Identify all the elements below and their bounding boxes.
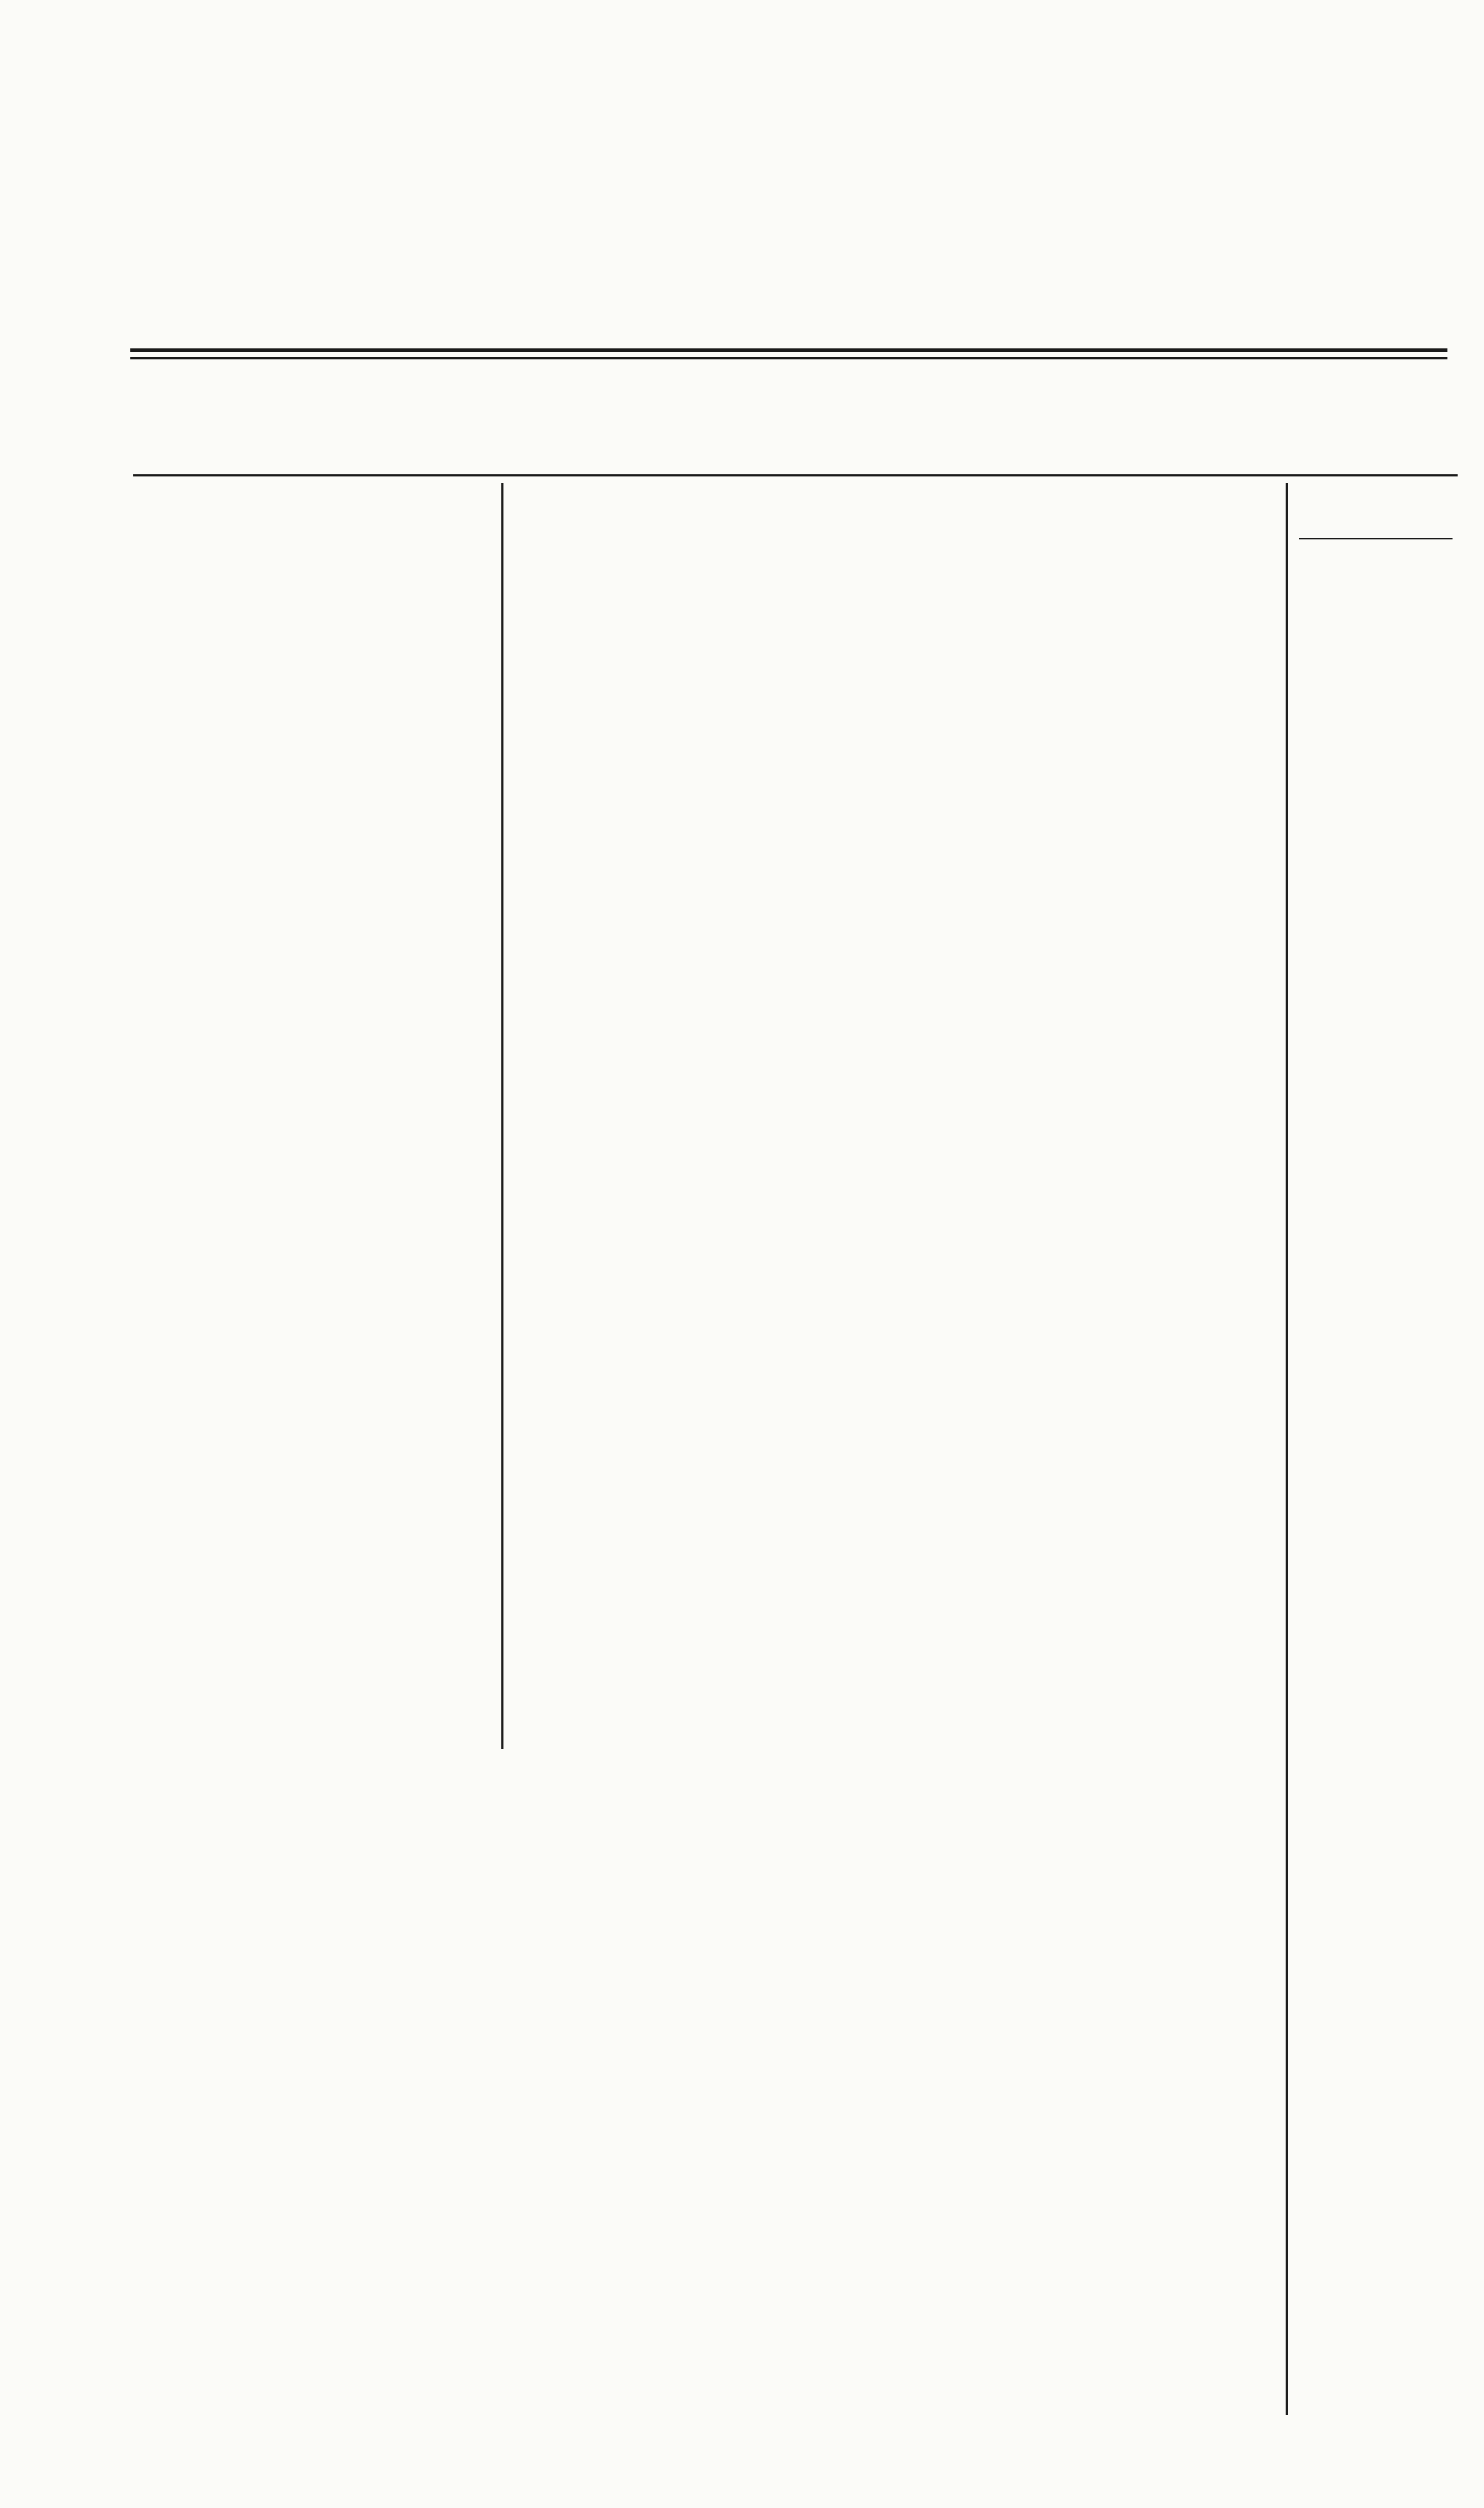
column-divider-right (1286, 483, 1288, 2415)
duty-header-rule (1299, 538, 1453, 539)
table-top-rule (133, 474, 1458, 476)
column-divider-left (501, 483, 503, 1749)
double-rule-bottom (130, 357, 1447, 359)
double-rule-top (130, 348, 1447, 352)
